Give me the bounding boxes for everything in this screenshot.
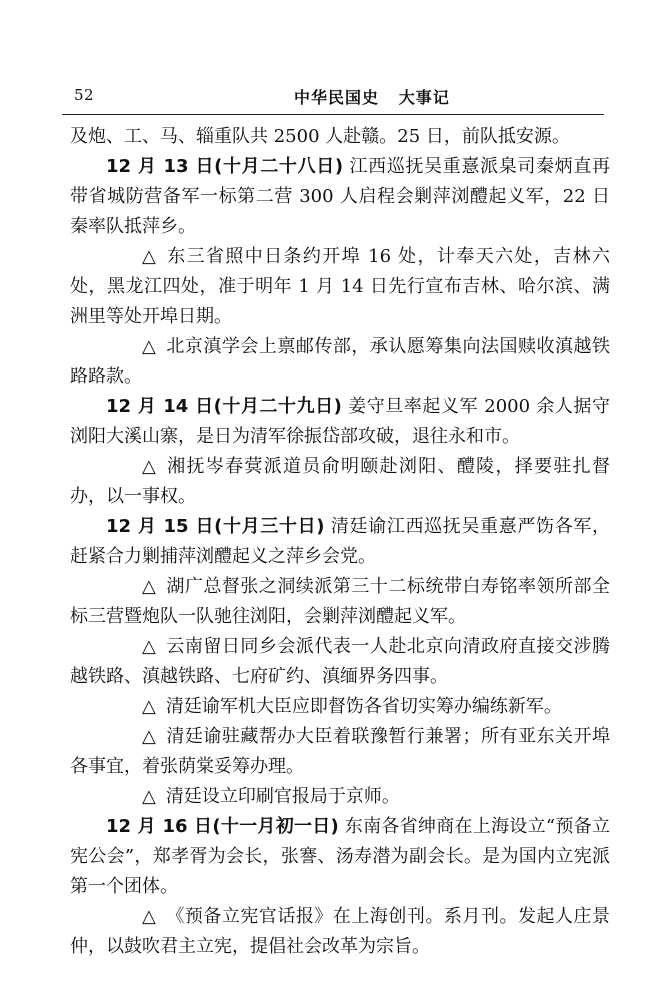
entry-text: 东南各省绅商在上海设立“预备立宪公会”，郑孝胥为会长，张謇、汤寿潜为副会长。是为国内立宪派第一个团体。	[70, 816, 610, 897]
entry-paragraph	[70, 122, 610, 152]
triangle-bullet-icon: △	[142, 576, 156, 597]
entry-text: 湖广总督张之洞续派第三十二标统带白寿铭率领所部全标三营暨炮队一队驰往浏阳，会剿萍浏醴起义军。	[70, 576, 610, 627]
entry-text: 及炮、工、马、辎重队共 2500 人赴赣。25 日，前队抵安源。	[70, 126, 570, 147]
entry-paragraph	[70, 152, 610, 242]
triangle-bullet-icon: △	[142, 246, 156, 267]
entry-paragraph	[70, 812, 610, 902]
entry-paragraph	[70, 452, 610, 512]
entry-text: 东三省照中日条约开埠 16 处，计奉天六处，吉林六处，黑龙江四处，准于明年 1 月 14 日先行宣布吉林、哈尔滨、满洲里等处开埠日期。	[70, 246, 610, 327]
entry-paragraph	[70, 722, 610, 782]
triangle-bullet-icon: △	[142, 786, 156, 807]
entry-paragraph	[70, 242, 610, 332]
triangle-bullet-icon: △	[142, 906, 156, 927]
entry-text: 云南留日同乡会派代表一人赴北京向清政府直接交涉腾越铁路、滇越铁路、七府矿约、滇缅界务四事。	[70, 636, 610, 687]
entry-text: 姜守旦率起义军 2000 余人据守浏阳大溪山寨，是日为清军徐振岱部攻破，退往永和市。	[70, 396, 610, 447]
triangle-bullet-icon: △	[142, 636, 156, 657]
entry-text: 江西巡抚吴重憙派臬司秦炳直再带省城防营备军一标第二营 300 人启程会剿萍浏醴起义军，22 日秦率队抵萍乡。	[70, 156, 610, 237]
entry-date: 12 月 16 日(十一月初一日)	[106, 816, 339, 837]
entry-text: 清廷谕驻藏帮办大臣着联豫暂行兼署；所有亚东关开埠各事宜，着张荫棠妥筹办理。	[70, 726, 610, 777]
triangle-bullet-icon: △	[142, 726, 156, 747]
page-header	[62, 84, 604, 115]
entry-paragraph	[70, 332, 610, 392]
entry-text: 清廷谕江西巡抚吴重憙严饬各军，赶紧合力剿捕萍浏醴起义之萍乡会党。	[70, 516, 610, 567]
entry-paragraph	[70, 392, 610, 452]
entry-paragraph	[70, 692, 610, 722]
body-text	[70, 122, 610, 962]
page-number: 52	[74, 86, 95, 104]
entry-text: 《预备立宪官话报》在上海创刊。系月刊。发起人庄景仲，以鼓吹君主立宪，提倡社会改革为宗旨。	[70, 906, 610, 957]
triangle-bullet-icon: △	[142, 696, 156, 717]
entry-paragraph	[70, 512, 610, 572]
triangle-bullet-icon: △	[142, 456, 156, 477]
entry-text: 清廷谕军机大臣应即督饬各省切实筹办编练新军。	[165, 696, 562, 717]
entry-text: 清廷设立印刷官报局于京师。	[165, 786, 400, 807]
entry-date: 12 月 14 日(十月二十九日)	[106, 396, 342, 417]
triangle-bullet-icon: △	[142, 336, 156, 357]
entry-text: 湘抚岑春蓂派道员俞明颐赴浏阳、醴陵，择要驻扎督办，以一事权。	[70, 456, 610, 507]
entry-date: 12 月 13 日(十月二十八日)	[106, 156, 344, 177]
entry-paragraph	[70, 902, 610, 962]
entry-date: 12 月 15 日(十月三十日)	[106, 516, 325, 537]
running-title: 中华民国史 大事记	[294, 88, 450, 107]
entry-text: 北京滇学会上禀邮传部，承认愿筹集向法国赎收滇越铁路路款。	[70, 336, 610, 387]
entry-paragraph	[70, 572, 610, 632]
entry-paragraph	[70, 632, 610, 692]
entry-paragraph	[70, 782, 610, 812]
